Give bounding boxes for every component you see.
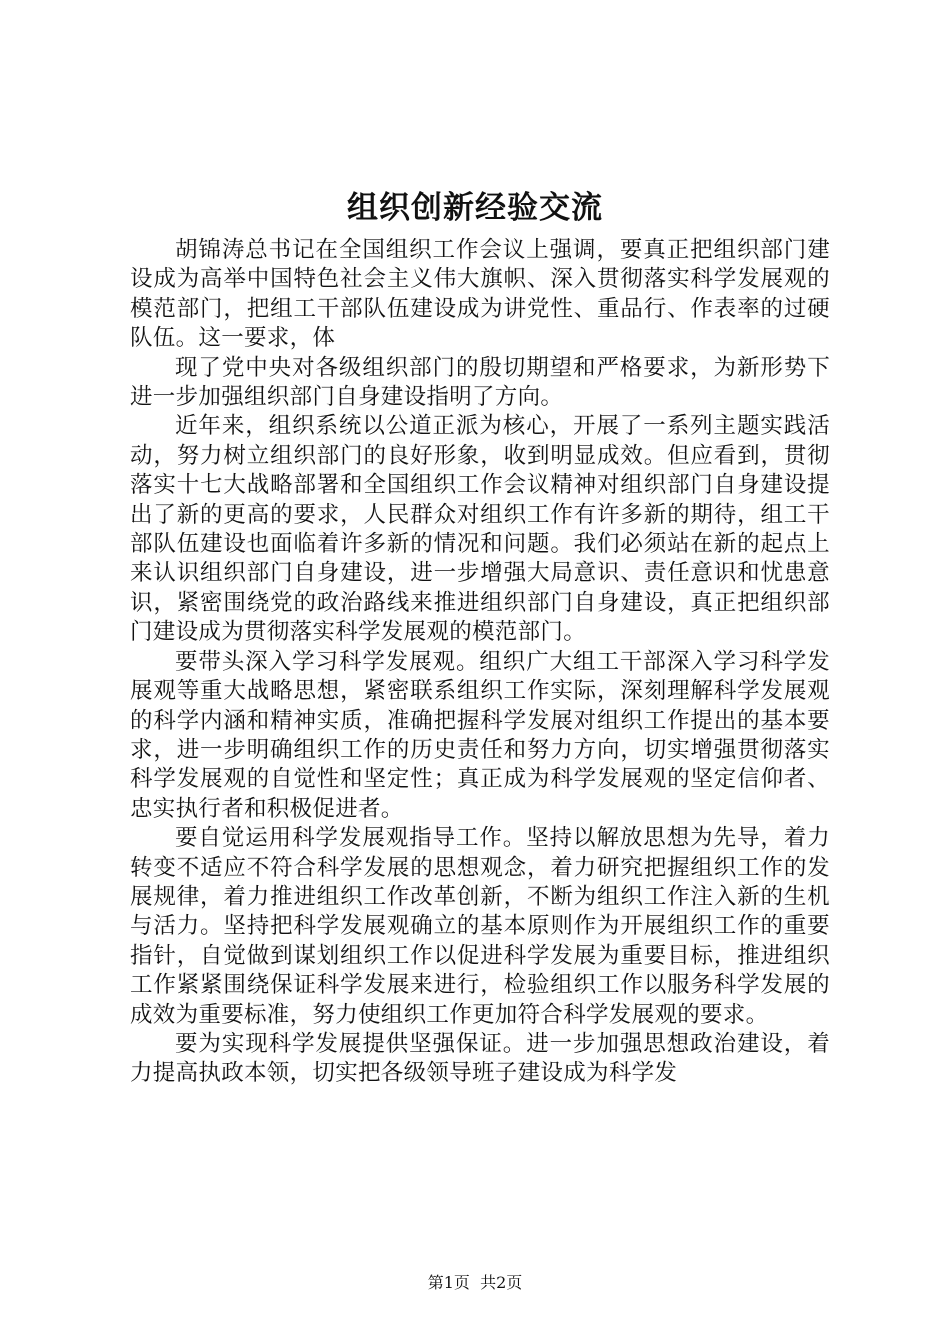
- paragraph-2: 现了党中央对各级组织部门的殷切期望和严格要求，为新形势下进一步加强组织部门自身建设指明了方向。: [130, 354, 830, 411]
- page-footer: [0, 1272, 950, 1294]
- page-number: 第1页: [427, 1273, 470, 1292]
- paragraph-6: 要为实现科学发展提供坚强保证。进一步加强思想政治建设，着力提高执政本领，切实把各级领导班子建设成为科学发: [130, 1030, 830, 1087]
- page-total: 共2页: [480, 1273, 523, 1292]
- document-title: 组织创新经验交流: [347, 190, 603, 226]
- paragraph-5: 要自觉运用科学发展观指导工作。坚持以解放思想为先导，着力转变不适应不符合科学发展的思想观念，着力研究把握组织工作的发展规律，着力推进组织工作改革创新，不断为组织工作注入新的生机与活力。坚持把科学发展观确立的基本原则作为开展组织工作的重要指针，自觉做到谋划组织工作以促进科学发展为重要目标，推进组织工作紧紧围绕保证科学发展来进行，检验组织工作以服务科学发展的成效为重要标准，努力使组织工作更加符合科学发展观的要求。: [130, 825, 830, 1028]
- paragraph-1: 胡锦涛总书记在全国组织工作会议上强调，要真正把组织部门建设成为高举中国特色社会主义伟大旗帜、深入贯彻落实科学发展观的模范部门，把组工干部队伍建设成为讲党性、重品行、作表率的过硬队伍。这一要求，体: [130, 237, 830, 352]
- paragraph-4: 要带头深入学习科学发展观。组织广大组工干部深入学习科学发展观等重大战略思想，紧密联系组织工作实际，深刻理解科学发展观的科学内涵和精神实质，准确把握科学发展对组织工作提出的基本要求，进一步明确组织工作的历史责任和努力方向，切实增强贯彻落实科学发展观的自觉性和坚定性；真正成为科学发展观的坚定信仰者、忠实执行者和积极促进者。: [130, 648, 830, 822]
- document-body: [130, 236, 830, 1089]
- paragraph-3: 近年来，组织系统以公道正派为核心，开展了一系列主题实践活动，努力树立组织部门的良好形象，收到明显成效。但应看到，贯彻落实十七大战略部署和全国组织工作会议精神对组织部门自身建设提出了新的更高的要求，人民群众对组织工作有许多新的期待，组工干部队伍建设也面临着许多新的情况和问题。我们必须站在新的起点上来认识组织部门自身建设，进一步增强大局意识、责任意识和忧患意识，紧密围绕党的政治路线来推进组织部门自身建设，真正把组织部门建设成为贯彻落实科学发展观的模范部门。: [130, 413, 830, 646]
